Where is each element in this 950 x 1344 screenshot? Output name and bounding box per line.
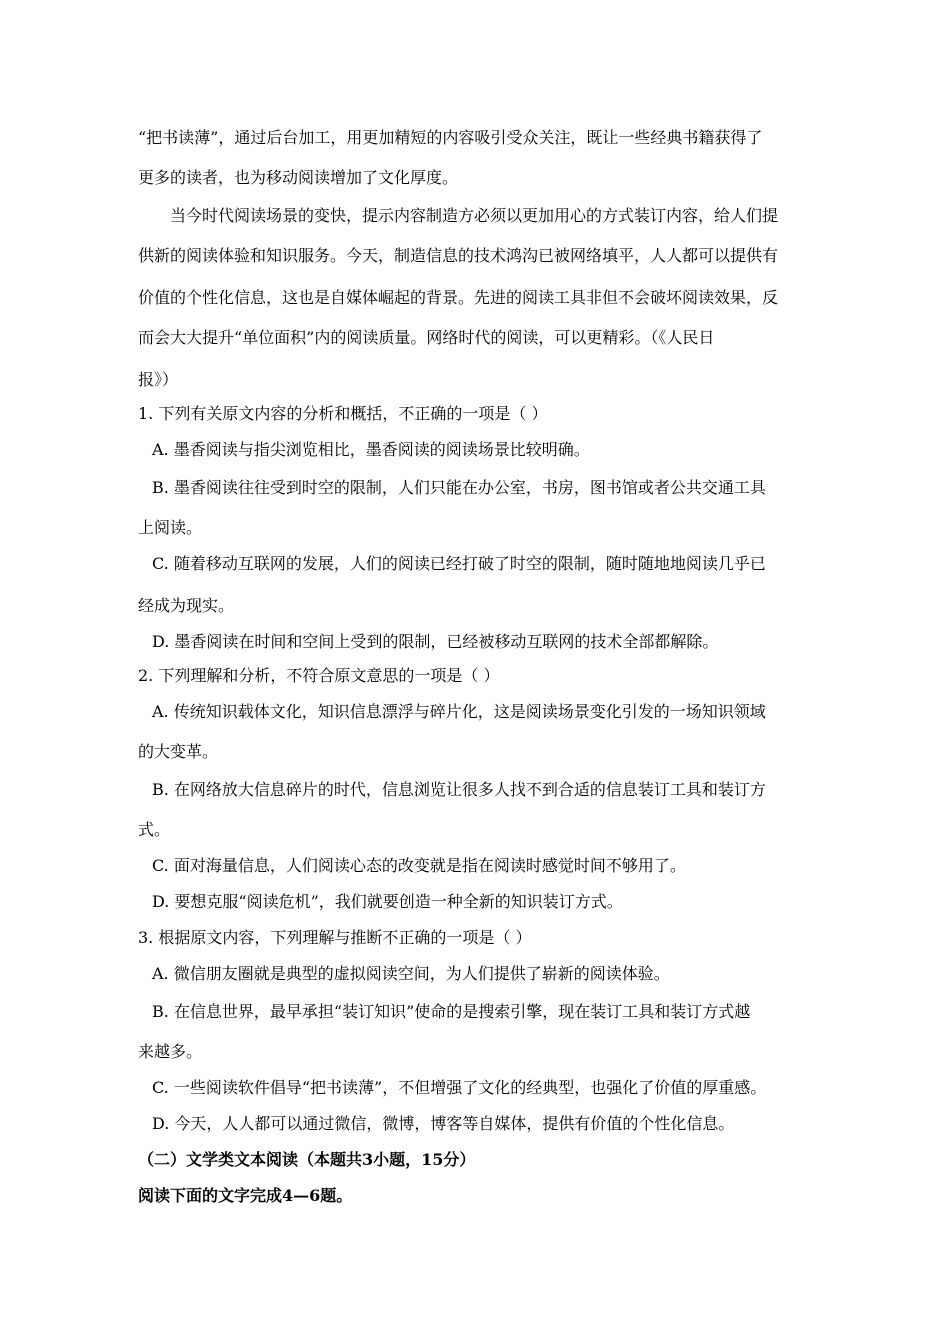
passage-p2-line4: 而会大大提升“单位面积”内的阅读质量。网络时代的阅读，可以更精彩。（《人民日 xyxy=(138,328,715,347)
passage-p2-line5: 报》） xyxy=(138,370,179,389)
question-2-option-b-line2: 式。 xyxy=(138,820,171,839)
question-3-option-b-line2: 来越多。 xyxy=(138,1042,203,1061)
question-1-option-d: D. 墨香阅读在时间和空间上受到的限制，已经被移动互联网的技术全部都解除。 xyxy=(152,632,719,651)
section-heading: （二）文学类文本阅读（本题共3小题，15分） xyxy=(138,1150,476,1169)
passage-p2-line3: 价值的个性化信息，这也是自媒体崛起的背景。先进的阅读工具非但不会破坏阅读效果，反 xyxy=(138,288,779,307)
question-2-stem: 2. 下列理解和分析，不符合原文意思的一项是（ ） xyxy=(138,666,500,685)
question-1-option-c-line1: C. 随着移动互联网的发展，人们的阅读已经打破了时空的限制，随时随地地阅读几乎已 xyxy=(152,554,766,573)
question-2-option-c: C. 面对海量信息，人们阅读心态的改变就是指在阅读时感觉时间不够用了。 xyxy=(152,856,686,875)
question-1-option-c-line2: 经成为现实。 xyxy=(138,596,235,615)
section-instruction: 阅读下面的文字完成4—6题。 xyxy=(138,1186,353,1205)
passage-p2-line2: 供新的阅读体验和知识服务。今天，制造信息的技术鸿沟已被网络填平，人人都可以提供有 xyxy=(138,246,779,265)
question-3-option-a: A. 微信朋友圈就是典型的虚拟阅读空间，为人们提供了崭新的阅读体验。 xyxy=(152,964,670,983)
question-1-option-a: A. 墨香阅读与指尖浏览相比，墨香阅读的阅读场景比较明确。 xyxy=(152,440,590,459)
question-3-stem: 3. 根据原文内容，下列理解与推断不正确的一项是（ ） xyxy=(138,928,532,947)
question-2-option-b-line1: B. 在网络放大信息碎片的时代，信息浏览让很多人找不到合适的信息装订工具和装订方 xyxy=(152,780,766,799)
question-1-stem: 1. 下列有关原文内容的分析和概括，不正确的一项是（ ） xyxy=(138,404,548,423)
passage-p1-line1: “把书读薄”，通过后台加工，用更加精短的内容吸引受众关注，既让一些经典书籍获得了 xyxy=(138,128,763,147)
question-1-option-b-line1: B. 墨香阅读往往受到时空的限制，人们只能在办公室，书房，图书馆或者公共交通工具 xyxy=(152,478,766,497)
passage-p1-line2: 更多的读者，也为移动阅读增加了文化厚度。 xyxy=(138,168,459,187)
question-3-option-d: D. 今天，人人都可以通过微信，微博，博客等自媒体，提供有价值的个性化信息。 xyxy=(152,1114,735,1133)
question-2-option-a-line2: 的大变革。 xyxy=(138,742,219,761)
question-2-option-a-line1: A. 传统知识载体文化，知识信息漂浮与碎片化，这是阅读场景变化引发的一场知识领域 xyxy=(152,702,766,721)
question-1-option-b-line2: 上阅读。 xyxy=(138,518,203,537)
passage-p2-line1: 当今时代阅读场景的变快，提示内容制造方必须以更加用心的方式装订内容，给人们提 xyxy=(170,206,779,225)
question-2-option-d: D. 要想克服“阅读危机”，我们就要创造一种全新的知识装订方式。 xyxy=(152,892,623,911)
question-3-option-c: C. 一些阅读软件倡导“把书读薄”，不但增强了文化的经典型，也强化了价值的厚重感。 xyxy=(152,1078,767,1097)
question-3-option-b-line1: B. 在信息世界，最早承担“装订知识”使命的是搜索引擎，现在装订工具和装订方式越 xyxy=(152,1002,751,1021)
